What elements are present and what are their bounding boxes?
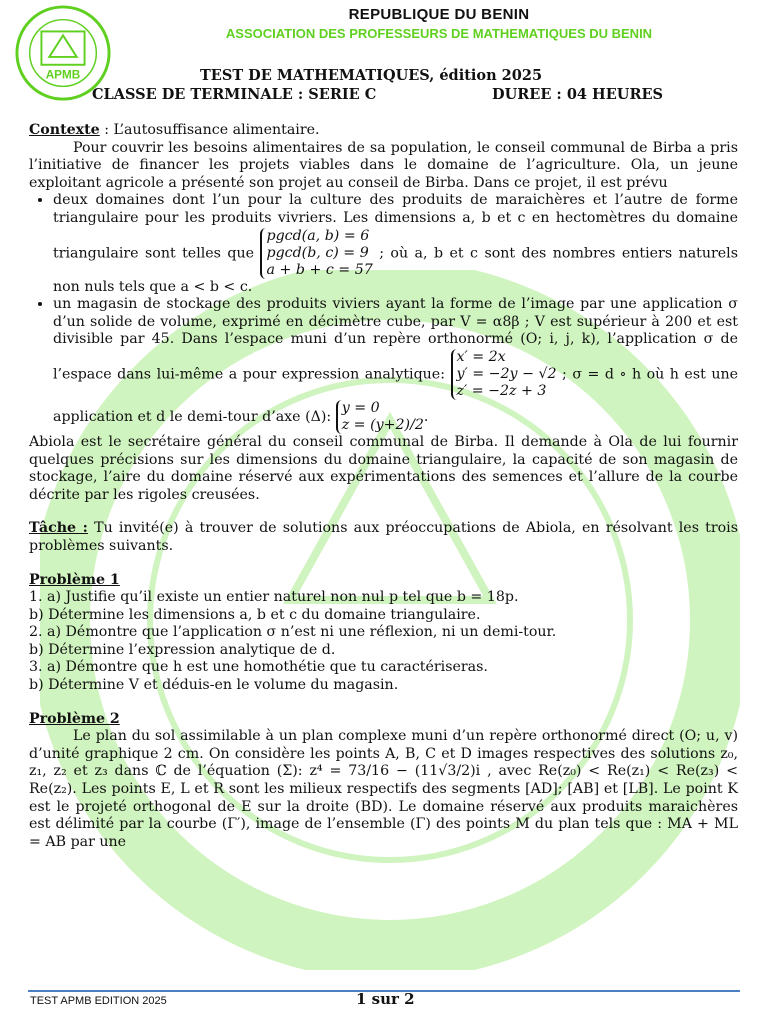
p1-q2a: 2. a) Démontre que l’application σ n’est ni une réflexion, ni un demi-tour. [29,624,557,641]
p1-q1a: 1. a) Justifie qu’il existe un entier naturel non nul p tel que b = 18p. [29,589,519,606]
bullet-domains: • deux domaines dont l’un pour la culture des produits de maraichères et l’autre de forme triangulaire pour les produits vivriers. Les dimensions a, b et c en hectomètres du domaine triangulaire sont telles que pgcd(a, b) = 6 pgcd(b, c) = 9 a + b + c = 57 ; où a, b et c sont des nombres entiers naturels non nuls tels que a < b < c. [53,192,738,296]
context-bullets [29,192,738,434]
test-title: TEST DE MATHEMATIQUES, édition 2025 [200,67,543,84]
problem1-title: Problème 1 [29,571,120,588]
logo-text: APMB [45,68,81,82]
duration-label: DUREE : 04 HEURES [492,86,664,103]
context-intro: Contexte : L’autosuffisance alimentaire. [29,122,320,138]
context-label: Contexte [29,122,100,138]
bullet-storage: • un magasin de stockage des produits viviers ayant la forme de l’image par une application σ d’un solide de volume, exprimé en décimètre cube, par V = α8β ; V est supérieur à 200 et est divisible par 45. Dans l’espace muni d’un repère orthonormé (O; i, j, k), l’application σ de l’espace dans lui-même a pour expression analytique: x′ = 2x y′ = −2y − √2 z′ = −2z + 3 ; σ = d ∘ h où h est une application et d le demi-tour d’axe (Δ): y = 0 z = (y+2)/2. [53,296,738,434]
footer-label: TEST APMB EDITION 2025 [30,995,167,1007]
problem2-text: Le plan du sol assimilable à un plan complexe muni d’un repère orthonormé direct (O; u, v) d’unité graphique 2 cm. On considère les points A, B, C et D images respectives des solutions z₀, z₁, z₂ et z₃ dans ℂ de l’équation (Σ): z⁴ = 73/16 − (11√3/2)i , avec Re(z₀) < Re(z₁) < Re(z₃) < Re(z₂). Les points E, L et R sont les milieux respectifs des segments [AD]; [AB] et [LB]. Le point K est le projeté orthogonal de E sur la droite (BD). Le domaine réservé aux produits maraichères est délimité par la courbe (Γ′), image de l’ensemble (Γ) des points M du plan tels que : MA + ML = AB par une [29,728,738,850]
problem2-title: Problème 2 [29,710,120,727]
system-axis: y = 0 z = (y+2)/2 [336,400,424,434]
association-title: ASSOCIATION DES PROFESSEURS DE MATHEMATIQUES DU BENIN [225,26,653,41]
context-paragraph: Pour couvrir les besoins alimentaires de sa population, le conseil communal de Birba a pris l’initiative de financer les projets viables dans le domaine de l’agriculture. Ola, un jeune exploitant agricole a présenté son projet au conseil de Birba. Dans ce projet, il est prévu [29,139,738,191]
system-sigma: x′ = 2x y′ = −2y − √2 z′ = −2z + 3 [451,349,557,400]
task-label: Tâche : [29,520,88,537]
p1-q1b: b) Détermine les dimensions a, b et c du domaine triangulaire. [29,606,481,623]
republic-title: REPUBLIQUE DU BENIN [348,6,530,23]
abiola-paragraph: Abiola est le secrétaire général du conseil communal de Birba. Il demande à Ola de lui fournir quelques précisions sur les dimensions du domaine triangulaire, la capacité de son magasin de stockage, l’aire du domaine réservé aux expérimentations des semences et l’allure de la courbe décrite par les rigoles creusées. [29,433,738,503]
p1-q3a: 3. a) Démontre que h est une homothétie que tu caractériseras. [29,659,488,676]
p1-q2b: b) Détermine l’expression analytique de d. [29,641,336,658]
document-body [29,122,738,851]
header [120,6,758,41]
p1-q3b: b) Détermine V et déduis-en le volume du magasin. [29,677,399,694]
class-label: CLASSE DE TERMINALE : SERIE C [92,86,377,103]
system-pgcd: pgcd(a, b) = 6 pgcd(b, c) = 9 a + b + c = 57 [260,228,372,279]
task-paragraph: Tâche : Tu invité(e) à trouver de solutions aux préoccupations de Abiola, en résolvant les trois problèmes suivants. [29,520,739,554]
page-number: 1 sur 2 [356,990,415,1008]
